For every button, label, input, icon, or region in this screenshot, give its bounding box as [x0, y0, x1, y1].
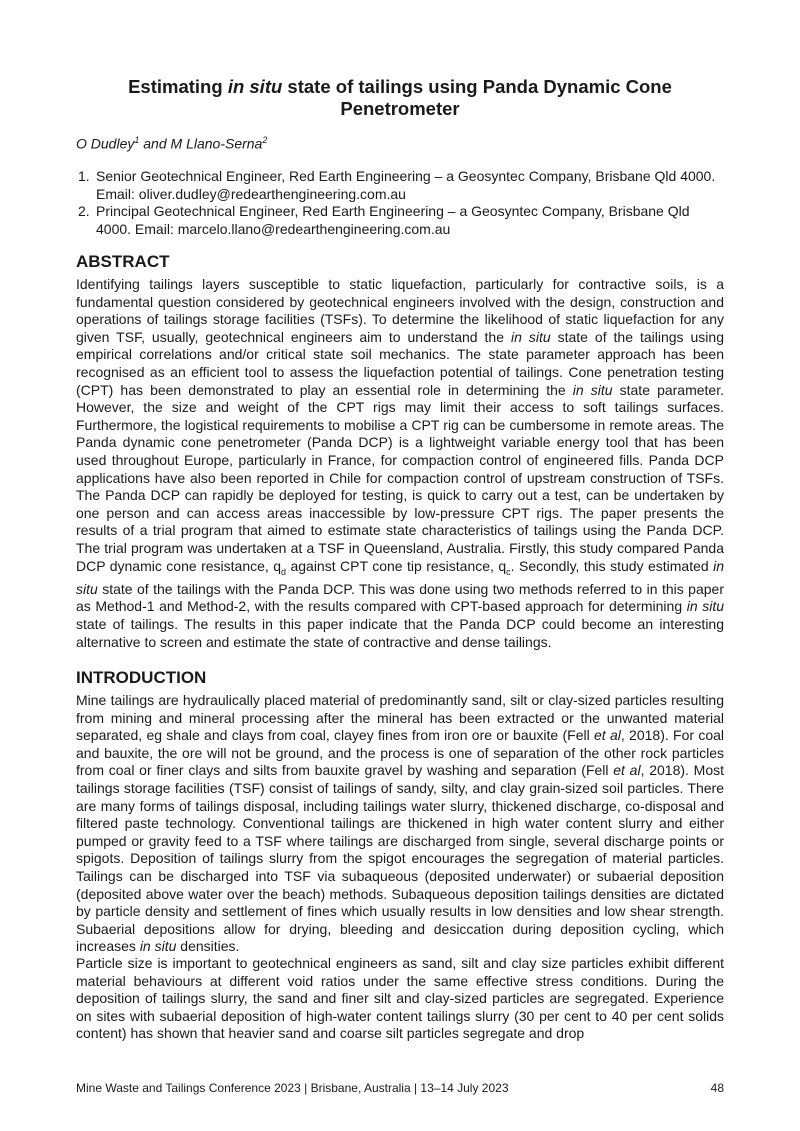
- abstract-body: [76, 276, 724, 651]
- abstract-text: state of the tailings using empirical correlations and/or critical state soil mechanics. The state parameter approach has been recognised as an efficient tool to assess the liquefaction potential of tailings. Cone penetration testing (CPT) has been demonstrated to play an essential role in determining the: [76, 328, 724, 398]
- intro-text: Mine tailings are hydraulically placed material of predominantly sand, silt or clay-sized particles resulting from mining and mineral processing after the mineral has been extracted or the unwanted material separated, eg shale and clays from coal, clayey fines from iron ore or bauxite (Fell: [76, 692, 724, 744]
- intro-italic: et al: [594, 727, 621, 744]
- intro-italic: et al: [613, 762, 641, 779]
- author-line: [76, 135, 267, 152]
- affiliation-number: 1.: [78, 168, 90, 184]
- paper-title: [90, 76, 710, 120]
- abstract-text: state of tailings. The results in this paper indicate that the Panda DCP could become an interesting alternative to screen and estimate the state of contractive and dense tailings.: [76, 616, 724, 650]
- abstract-heading: ABSTRACT: [76, 252, 170, 271]
- affiliation-list: [76, 168, 726, 238]
- intro-text: , 2018). For coal and bauxite, the ore will not be ground, and the process is one of separation of the other rock particles from coal or finer clays and silts from bauxite gravel by washing and separation (Fell: [76, 727, 725, 779]
- abstract-text: . Secondly, this study estimated: [510, 557, 714, 574]
- abstract-text: state parameter. However, the size and weight of the CPT rigs may limit their access to soft tailings surfaces. Furthermore, the logistical requirements to mobilise a CPT rig can be cumbersome in remote areas. The Panda dynamic cone penetrometer (Panda DCP) is a lightweight variable energy tool that has been used throughout Europe, particularly in France, for compaction control of engineered fills. Panda DCP applications have also been reported in Chile for compaction control of upstream construction of TSFs. The Panda DCP can rapidly be deployed for testing, is quick to carry out a test, can be undertaken by one person and can access areas inaccessible by low-pressure CPT rigs. The paper presents the results of a trial program that aimed to estimate state characteristics of tailings using the Panda DCP. The trial program was undertaken at a TSF in Queensland, Australia. Firstly, this study compared Panda DCP dynamic cone resistance, q: [76, 381, 724, 574]
- affiliation-number: 2.: [78, 203, 90, 219]
- affiliation-text: Principal Geotechnical Engineer, Red Earth Engineering – a Geosyntec Company, Brisbane Qld 4000. Email: marcelo.llano@redearthengineering.com.au: [96, 203, 690, 237]
- affiliation-text: Senior Geotechnical Engineer, Red Earth Engineering – a Geosyntec Company, Brisbane Qld 4000. Email: oliver.dudley@redearthengineering.com.au: [96, 168, 716, 202]
- abstract-text: state of the tailings with the Panda DCP. This was done using two methods referred to in this paper as Method-1 and Method-2, with the results compared with CPT-based approach for determining: [76, 580, 724, 615]
- author-separator: and: [139, 135, 171, 152]
- abstract-text: against CPT cone tip resistance, q: [286, 557, 507, 574]
- introduction-paragraph-2: Particle size is important to geotechnical engineers as sand, silt and clay size particles exhibit different material behaviours at different void ratios under the same effective stress conditions. During the deposition of tailings slurry, the sand and finer silt and clay-sized particles are segregated. Experience on sites with subaerial deposition of high-water content tailings slurry (30 per cent to 40 per cent solids content) has shown that heavier sand and coarse silt particles segregate and drop: [76, 955, 724, 1042]
- title-text: Estimating: [128, 76, 228, 97]
- footer-conference: Mine Waste and Tailings Conference 2023 | Brisbane, Australia | 13–14 July 2023: [76, 1081, 509, 1095]
- affiliation-item: [76, 168, 726, 203]
- author-affil-marker: 2: [262, 135, 268, 145]
- abstract-italic: in situ: [686, 598, 724, 615]
- intro-text: , 2018). Most tailings storage facilities (TSF) consist of tailings of sandy, silty, and clay grain-sized soil particles. There are many forms of tailings disposal, including tailings water slurry, thickened discharge, co-disposal and filtered paste technology. Conventional tailings are thickened in high water content slurry and either pumped or gravity feed to a TSF where tailings are discharged from single, several discharge points or spigots. Deposition of tailings slurry from the spigot encourages the segregation of material particles. Tailings can be discharged into TSF via subaqueous (deposited underwater) or subaerial deposition (deposited above water over the beach) methods. Subaqueous deposition tailings densities are dictated by particle density and settlement of fines which usually results in low densities and low shear strength. Subaerial depositions allow for drying, bleeding and desiccation during deposition cycling, which increases: [76, 762, 725, 955]
- page-number: 48: [710, 1081, 724, 1095]
- title-italic-text: in situ: [227, 76, 283, 97]
- abstract-text: Identifying tailings layers susceptible to static liquefaction, particularly for contractive soils, is a fundamental question considered by geotechnical engineers involved with the design, construction and operations of tailings storage facilities (TSFs). To determine the likelihood of static liquefaction for any given TSF, usually, geotechnical engineers aim to understand the: [76, 276, 724, 345]
- abstract-subscript: c: [506, 566, 511, 577]
- intro-italic: in situ: [139, 938, 177, 955]
- abstract-italic: in situ: [510, 328, 551, 345]
- introduction-paragraph-1: [76, 692, 724, 956]
- intro-text: densities.: [176, 938, 240, 955]
- abstract-italic: in situ: [572, 381, 613, 398]
- author-name: O Dudley: [76, 135, 135, 152]
- affiliation-item: [76, 203, 726, 238]
- abstract-italic: in situ: [76, 557, 725, 597]
- abstract-subscript: d: [281, 566, 287, 577]
- author-affil-marker: 1: [134, 135, 140, 145]
- author-name: M Llano-Serna: [170, 135, 263, 152]
- title-text-rest: state of tailings using Panda Dynamic Cone Penetrometer: [282, 76, 672, 119]
- introduction-heading: INTRODUCTION: [76, 668, 207, 687]
